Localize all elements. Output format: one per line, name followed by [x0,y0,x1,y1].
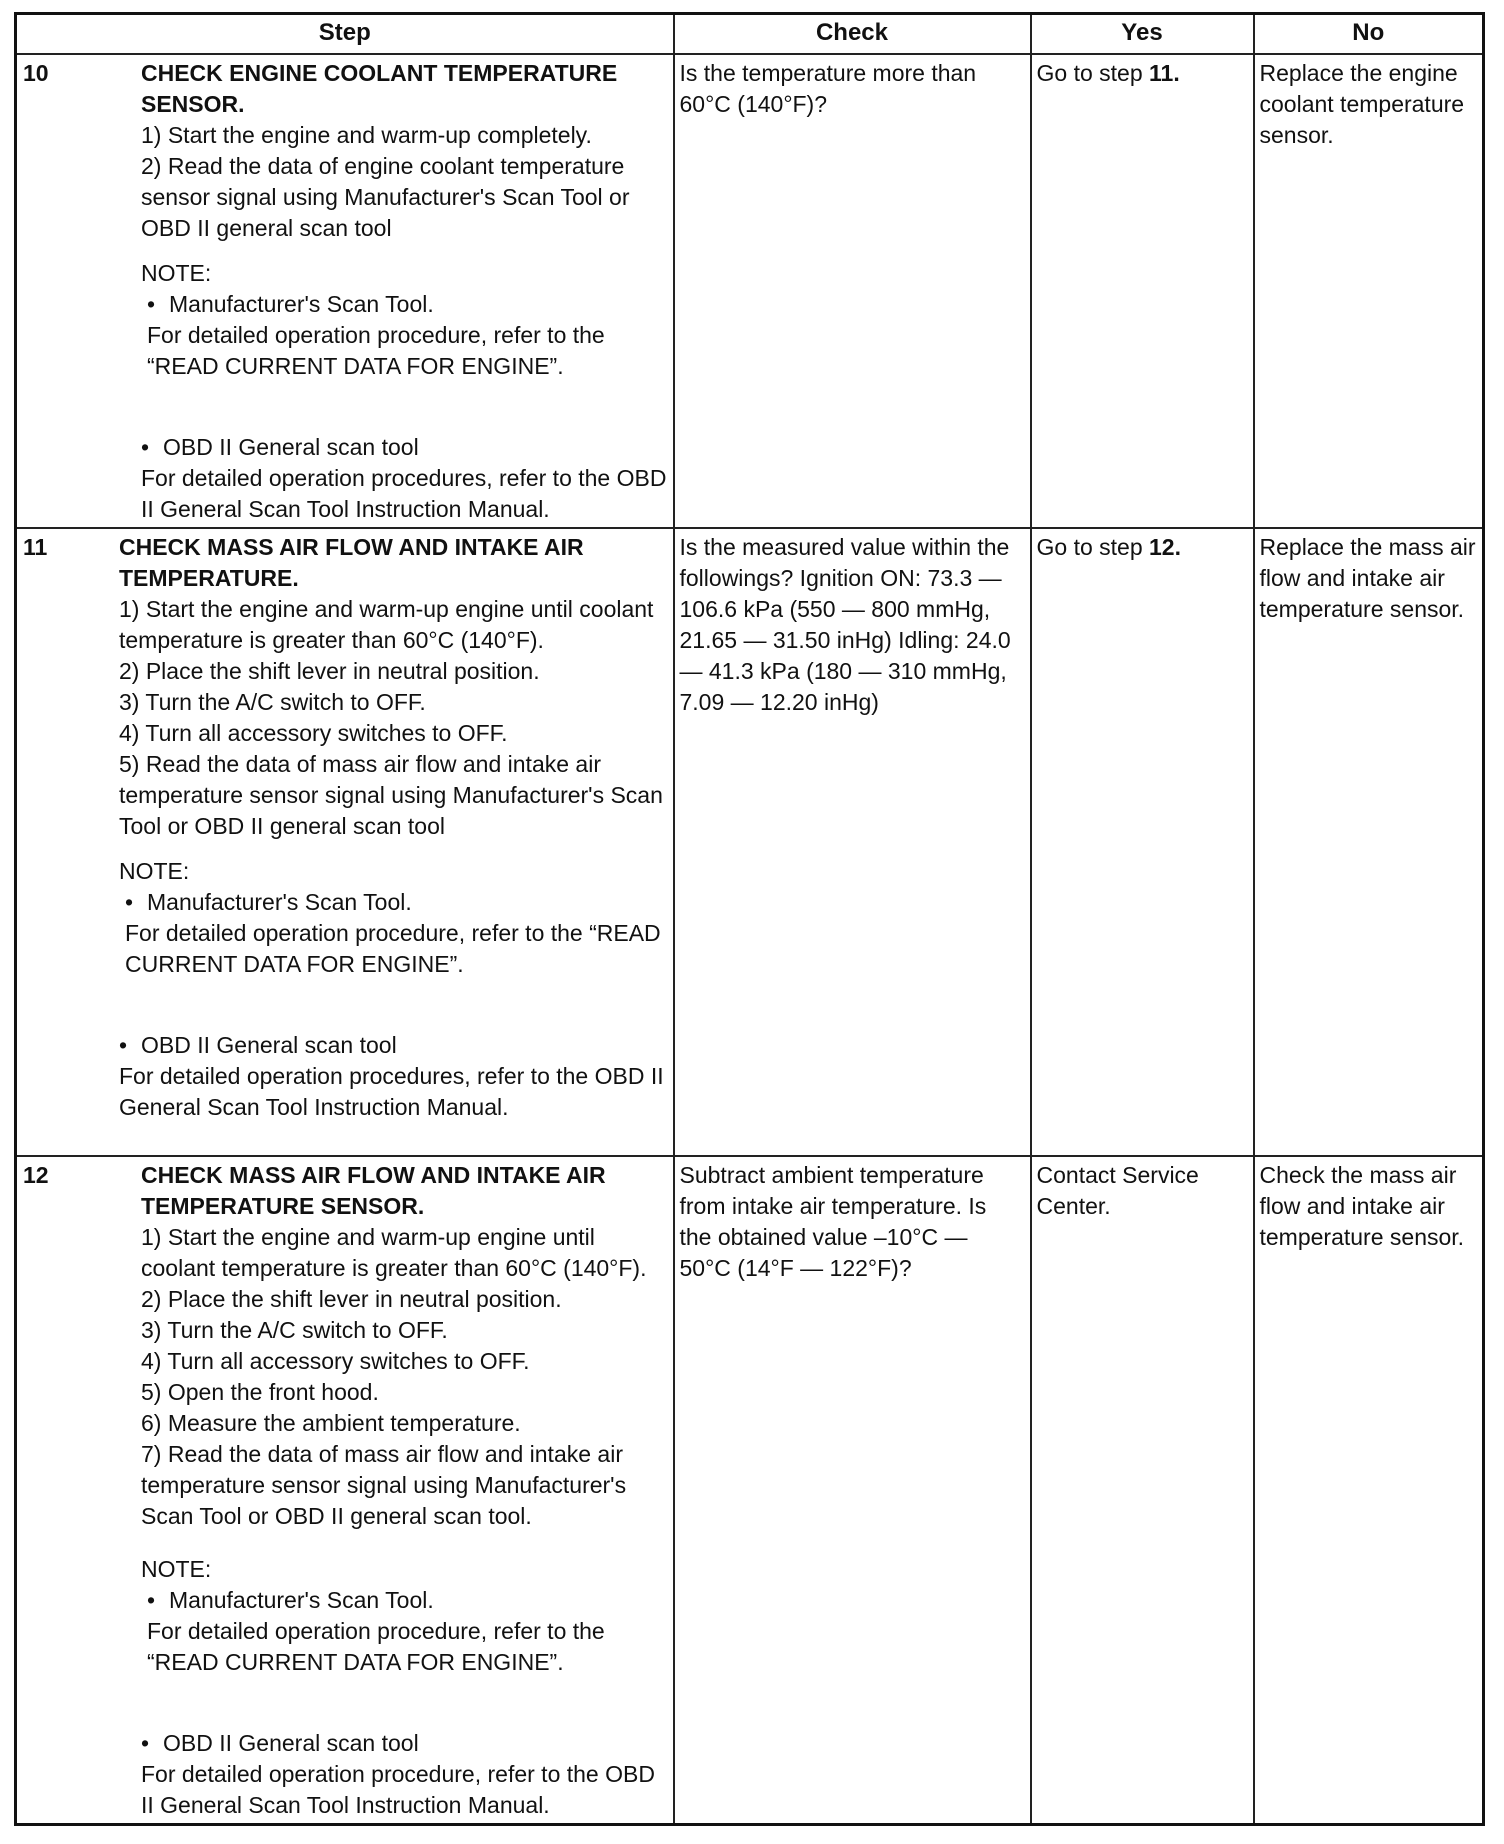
header-step: Step [16,14,674,55]
header-check: Check [674,14,1031,55]
procedure-line: 2) Read the data of engine coolant temperature sensor signal using Manufacturer's Scan Tool or OBD II general scan tool [141,153,630,241]
no-cell: Replace the mass air flow and intake air temperature sensor. [1254,528,1484,1156]
procedure-list [141,120,667,244]
step-number: 11 [23,534,48,560]
note-block [141,258,667,382]
procedure-line: 5) Open the front hood. [141,1379,379,1405]
yes-text: Go to step [1036,534,1150,560]
header-yes: Yes [1031,14,1254,55]
note-block [119,856,667,980]
table-row [16,528,1484,1156]
yes-text: Go to step [1036,60,1150,86]
step-number: 10 [23,60,49,86]
obd-note-block [141,432,667,525]
note-obd: OBD II General scan tool [163,1730,419,1756]
note-manufacturer: Manufacturer's Scan Tool. [169,291,434,317]
note-label: NOTE: [141,1556,212,1582]
note-label: NOTE: [119,858,190,884]
step-title: CHECK MASS AIR FLOW AND INTAKE AIR TEMPERATURE SENSOR. [141,1162,606,1219]
note-manufacturer-detail: For detailed operation procedure, refer to the “READ CURRENT DATA FOR ENGINE”. [147,322,605,379]
step-title: CHECK ENGINE COOLANT TEMPERATURE SENSOR. [141,60,618,117]
procedure-list [119,594,667,842]
table-row [16,1156,1484,1825]
yes-step-ref: 11. [1149,60,1180,86]
step-title: CHECK MASS AIR FLOW AND INTAKE AIR TEMPERATURE. [119,534,584,591]
header-row [16,14,1484,55]
yes-cell [1031,54,1254,528]
bullet-icon: • [147,1587,156,1613]
step-cell [16,1156,674,1825]
note-obd-detail: For detailed operation procedure, refer to the OBD II General Scan Tool Instruction Manual. [141,1761,655,1818]
note-block [141,1554,667,1678]
bullet-icon: • [125,889,134,915]
procedure-line: 2) Place the shift lever in neutral position. [119,658,540,684]
procedure-line: 6) Measure the ambient temperature. [141,1410,521,1436]
step-cell [16,54,674,528]
bullet-icon: • [141,434,150,460]
note-manufacturer: Manufacturer's Scan Tool. [169,1587,434,1613]
procedure-line: 3) Turn the A/C switch to OFF. [119,689,426,715]
procedure-line: 5) Read the data of mass air flow and intake air temperature sensor signal using Manufacturer's Scan Tool or OBD II general scan tool [119,751,663,839]
step-cell [16,528,674,1156]
obd-note-block [119,1030,667,1123]
bullet-icon: • [119,1032,128,1058]
yes-cell [1031,1156,1254,1825]
no-cell: Replace the engine coolant temperature sensor. [1254,54,1484,528]
yes-step-ref: 12. [1149,534,1181,560]
obd-note-block [141,1728,667,1821]
diagnostic-table [14,12,1485,1826]
procedure-line: 4) Turn all accessory switches to OFF. [141,1348,530,1374]
procedure-line: 2) Place the shift lever in neutral position. [141,1286,562,1312]
note-obd: OBD II General scan tool [163,434,419,460]
yes-text: Contact Service Center. [1036,1162,1199,1219]
note-obd-detail: For detailed operation procedures, refer to the OBD II General Scan Tool Instruction Manual. [119,1063,664,1120]
procedure-line: 1) Start the engine and warm-up completely. [141,122,592,148]
check-cell: Is the temperature more than 60°C (140°F)? [674,54,1031,528]
check-cell: Subtract ambient temperature from intake air temperature. Is the obtained value –10°C — 50°C (14°F — 122°F)? [674,1156,1031,1825]
note-manufacturer: Manufacturer's Scan Tool. [147,889,412,915]
header-no: No [1254,14,1484,55]
table-row [16,54,1484,528]
yes-cell [1031,528,1254,1156]
note-manufacturer-detail: For detailed operation procedure, refer to the “READ CURRENT DATA FOR ENGINE”. [147,1618,605,1675]
check-cell: Is the measured value within the followings? Ignition ON: 73.3 — 106.6 kPa (550 — 800 mmHg, 21.65 — 31.50 inHg) Idling: 24.0 — 41.3 kPa (180 — 310 mmHg, 7.09 — 12.20 inHg) [674,528,1031,1156]
procedure-line: 4) Turn all accessory switches to OFF. [119,720,508,746]
bullet-icon: • [147,291,156,317]
no-cell: Check the mass air flow and intake air temperature sensor. [1254,1156,1484,1825]
bullet-icon: • [141,1730,150,1756]
procedure-line: 1) Start the engine and warm-up engine until coolant temperature is greater than 60°C (140°F). [141,1224,647,1281]
note-manufacturer-detail: For detailed operation procedure, refer to the “READ CURRENT DATA FOR ENGINE”. [125,920,661,977]
step-number: 12 [23,1162,49,1188]
note-obd-detail: For detailed operation procedures, refer to the OBD II General Scan Tool Instruction Manual. [141,465,667,522]
note-label: NOTE: [141,260,212,286]
note-obd: OBD II General scan tool [141,1032,397,1058]
procedure-line: 3) Turn the A/C switch to OFF. [141,1317,448,1343]
procedure-list [141,1222,667,1532]
procedure-line: 1) Start the engine and warm-up engine until coolant temperature is greater than 60°C (140°F). [119,596,654,653]
procedure-line: 7) Read the data of mass air flow and intake air temperature sensor signal using Manufacturer's Scan Tool or OBD II general scan tool. [141,1441,627,1529]
